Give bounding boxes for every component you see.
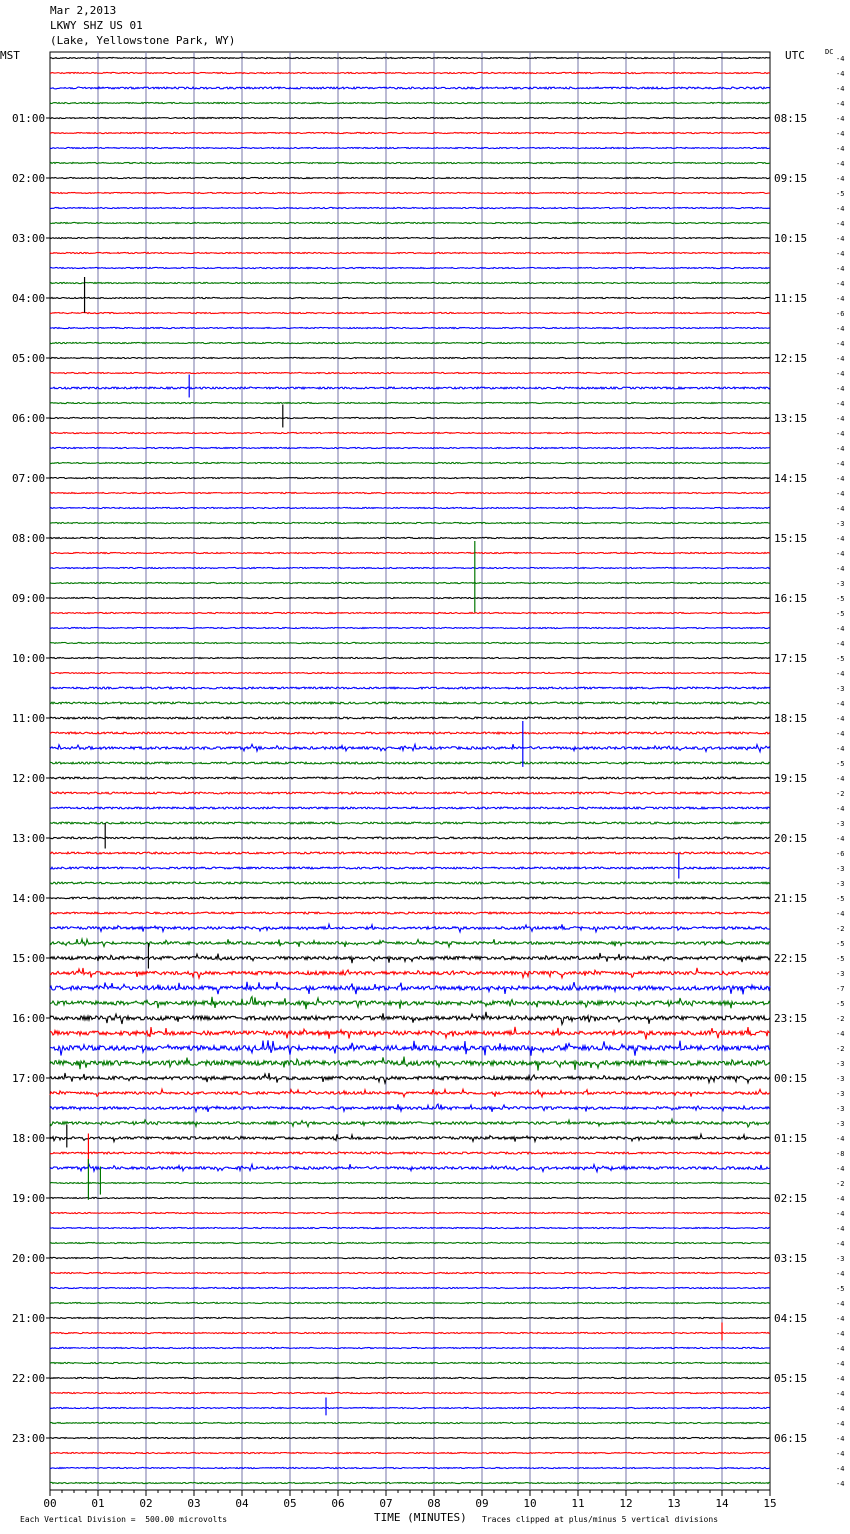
trace-line bbox=[50, 852, 770, 854]
trace-line bbox=[50, 732, 770, 734]
trace-line bbox=[50, 997, 770, 1010]
trace-line bbox=[50, 1332, 770, 1333]
left-hour-label: 19:00 bbox=[12, 1192, 46, 1205]
trace-line bbox=[50, 1452, 770, 1453]
trace-line bbox=[50, 1392, 770, 1393]
trace-line bbox=[50, 222, 770, 223]
trace-line bbox=[50, 1347, 770, 1348]
trace-line bbox=[50, 1119, 770, 1127]
trace-line bbox=[50, 1104, 770, 1112]
left-hour-label: 11:00 bbox=[12, 712, 46, 725]
right-hour-label: 18:15 bbox=[774, 712, 808, 725]
right-hour-label: 08:15 bbox=[774, 112, 808, 125]
left-hour-label: 09:00 bbox=[12, 592, 46, 605]
dc-offset-label: -6 bbox=[836, 850, 845, 858]
dc-offset-label: -5 bbox=[836, 955, 845, 963]
dc-offset-header: DC bbox=[825, 48, 834, 56]
x-axis-title: TIME (MINUTES) bbox=[374, 1511, 467, 1524]
dc-offset-label: -4 bbox=[836, 85, 845, 93]
x-tick-label: 02 bbox=[139, 1497, 153, 1510]
trace-line bbox=[50, 567, 770, 568]
dc-offset-label: -4 bbox=[836, 370, 845, 378]
trace-line bbox=[50, 867, 770, 869]
trace-line bbox=[50, 417, 770, 418]
right-hour-label: 09:15 bbox=[774, 172, 808, 185]
trace-line bbox=[50, 672, 770, 673]
right-hour-label: 17:15 bbox=[774, 652, 808, 665]
x-tick-label: 09 bbox=[475, 1497, 489, 1510]
dc-offset-label: -5 bbox=[836, 595, 845, 603]
dc-offset-label: -5 bbox=[836, 190, 845, 198]
dc-offset-label: -4 bbox=[836, 1450, 845, 1458]
x-tick-label: 12 bbox=[619, 1497, 633, 1510]
dc-offset-label: -3 bbox=[836, 1060, 845, 1068]
right-hour-label: 22:15 bbox=[774, 952, 808, 965]
x-tick-label: 08 bbox=[427, 1497, 441, 1510]
dc-offset-label: -2 bbox=[836, 1180, 845, 1188]
dc-offset-label: -4 bbox=[836, 640, 845, 648]
dc-offset-label: -4 bbox=[836, 265, 845, 273]
dc-offset-label: -4 bbox=[836, 805, 845, 813]
trace-line bbox=[50, 432, 770, 433]
trace-line bbox=[50, 744, 770, 752]
trace-line bbox=[50, 762, 770, 764]
trace-line bbox=[50, 1057, 770, 1071]
trace-line bbox=[50, 492, 770, 493]
dc-offset-label: -4 bbox=[836, 1195, 845, 1203]
dc-offset-label: -4 bbox=[836, 1360, 845, 1368]
dc-offset-label: -4 bbox=[836, 415, 845, 423]
trace-line bbox=[50, 177, 770, 178]
dc-offset-label: -3 bbox=[836, 1075, 845, 1083]
left-hour-label: 23:00 bbox=[12, 1432, 46, 1445]
dc-offset-label: -4 bbox=[836, 535, 845, 543]
dc-offset-label: -4 bbox=[836, 1225, 845, 1233]
dc-offset-label: -4 bbox=[836, 100, 845, 108]
dc-offset-label: -4 bbox=[836, 1405, 845, 1413]
dc-offset-label: -4 bbox=[836, 1165, 845, 1173]
trace-line bbox=[50, 522, 770, 523]
dc-offset-label: -4 bbox=[836, 115, 845, 123]
dc-offset-label: -4 bbox=[836, 1480, 845, 1488]
left-hour-label: 01:00 bbox=[12, 112, 46, 125]
left-hour-label: 15:00 bbox=[12, 952, 46, 965]
trace-line bbox=[50, 1242, 770, 1243]
left-hour-label: 03:00 bbox=[12, 232, 46, 245]
dc-offset-label: -4 bbox=[836, 1315, 845, 1323]
dc-offset-label: -2 bbox=[836, 925, 845, 933]
x-tick-label: 04 bbox=[235, 1497, 249, 1510]
trace-line bbox=[50, 477, 770, 478]
dc-offset-label: -4 bbox=[836, 625, 845, 633]
trace-line bbox=[50, 1272, 770, 1273]
trace-line bbox=[50, 1182, 770, 1183]
trace-line bbox=[50, 1407, 770, 1408]
dc-offset-label: -3 bbox=[836, 1105, 845, 1113]
trace-line bbox=[50, 953, 770, 963]
dc-offset-label: -2 bbox=[836, 1045, 845, 1053]
trace-line bbox=[50, 537, 770, 538]
left-hour-label: 05:00 bbox=[12, 352, 46, 365]
left-hour-label: 14:00 bbox=[12, 892, 46, 905]
trace-line bbox=[50, 1437, 770, 1438]
left-hour-label: 02:00 bbox=[12, 172, 46, 185]
dc-offset-label: -4 bbox=[836, 1030, 845, 1038]
trace-line bbox=[50, 939, 770, 947]
left-hour-label: 04:00 bbox=[12, 292, 46, 305]
right-hour-label: 03:15 bbox=[774, 1252, 808, 1265]
trace-line bbox=[50, 1040, 770, 1055]
dc-offset-label: -5 bbox=[836, 1285, 845, 1293]
dc-offset-label: -4 bbox=[836, 835, 845, 843]
trace-line bbox=[50, 72, 770, 73]
trace-line bbox=[50, 57, 770, 58]
dc-offset-label: -4 bbox=[836, 355, 845, 363]
trace-line bbox=[50, 117, 770, 118]
trace-line bbox=[50, 777, 770, 779]
dc-offset-label: -2 bbox=[836, 1015, 845, 1023]
right-hour-label: 15:15 bbox=[774, 532, 808, 545]
trace-line bbox=[50, 192, 770, 193]
dc-offset-label: -4 bbox=[836, 1210, 845, 1218]
dc-offset-label: -4 bbox=[836, 490, 845, 498]
trace-line bbox=[50, 1287, 770, 1288]
dc-offset-label: -4 bbox=[836, 385, 845, 393]
dc-offset-label: -5 bbox=[836, 940, 845, 948]
trace-line bbox=[50, 327, 770, 328]
dc-offset-label: -4 bbox=[836, 550, 845, 558]
dc-offset-label: -3 bbox=[836, 1090, 845, 1098]
dc-offset-label: -4 bbox=[836, 700, 845, 708]
trace-line bbox=[50, 1012, 770, 1025]
right-hour-label: 14:15 bbox=[774, 472, 808, 485]
dc-offset-label: -4 bbox=[836, 670, 845, 678]
dc-offset-label: -6 bbox=[836, 310, 845, 318]
trace-line bbox=[50, 1317, 770, 1318]
trace-line bbox=[50, 102, 770, 103]
trace-line bbox=[50, 1027, 770, 1040]
dc-offset-label: -4 bbox=[836, 280, 845, 288]
station-location: (Lake, Yellowstone Park, WY) bbox=[50, 34, 236, 47]
trace-line bbox=[50, 237, 770, 238]
trace-line bbox=[50, 462, 770, 463]
dc-offset-label: -4 bbox=[836, 1420, 845, 1428]
left-hour-label: 08:00 bbox=[12, 532, 46, 545]
x-tick-label: 14 bbox=[715, 1497, 729, 1510]
trace-line bbox=[50, 1197, 770, 1198]
x-tick-label: 13 bbox=[667, 1497, 681, 1510]
dc-offset-label: -3 bbox=[836, 520, 845, 528]
trace-line bbox=[50, 267, 770, 268]
x-tick-label: 10 bbox=[523, 1497, 537, 1510]
right-hour-label: 20:15 bbox=[774, 832, 808, 845]
trace-line bbox=[50, 1482, 770, 1483]
left-hour-label: 06:00 bbox=[12, 412, 46, 425]
trace-line bbox=[50, 924, 770, 932]
right-hour-label: 13:15 bbox=[774, 412, 808, 425]
right-hour-label: 02:15 bbox=[774, 1192, 808, 1205]
x-tick-label: 03 bbox=[187, 1497, 201, 1510]
dc-offset-label: -5 bbox=[836, 760, 845, 768]
trace-line bbox=[50, 1257, 770, 1258]
dc-offset-label: -4 bbox=[836, 430, 845, 438]
dc-offset-label: -4 bbox=[836, 505, 845, 513]
dc-offset-label: -4 bbox=[836, 70, 845, 78]
dc-offset-label: -3 bbox=[836, 970, 845, 978]
right-hour-label: 00:15 bbox=[774, 1072, 808, 1085]
trace-line bbox=[50, 687, 770, 689]
right-hour-label: 01:15 bbox=[774, 1132, 808, 1145]
right-hour-label: 12:15 bbox=[774, 352, 808, 365]
dc-offset-label: -2 bbox=[836, 790, 845, 798]
dc-offset-label: -3 bbox=[836, 1120, 845, 1128]
left-hour-label: 18:00 bbox=[12, 1132, 46, 1145]
dc-offset-label: -4 bbox=[836, 715, 845, 723]
left-hour-label: 17:00 bbox=[12, 1072, 46, 1085]
dc-offset-label: -4 bbox=[836, 220, 845, 228]
dc-offset-label: -4 bbox=[836, 325, 845, 333]
trace-line bbox=[50, 1073, 770, 1083]
trace-line bbox=[50, 1362, 770, 1363]
trace-line bbox=[50, 1302, 770, 1303]
left-hour-label: 22:00 bbox=[12, 1372, 46, 1385]
trace-line bbox=[50, 312, 770, 313]
dc-offset-label: -4 bbox=[836, 910, 845, 918]
dc-offset-label: -3 bbox=[836, 820, 845, 828]
dc-offset-label: -5 bbox=[836, 1000, 845, 1008]
dc-offset-label: -4 bbox=[836, 1375, 845, 1383]
x-tick-label: 11 bbox=[571, 1497, 585, 1510]
trace-line bbox=[50, 162, 770, 163]
dc-offset-label: -4 bbox=[836, 1300, 845, 1308]
right-hour-label: 11:15 bbox=[774, 292, 808, 305]
right-hour-label: 04:15 bbox=[774, 1312, 808, 1325]
dc-offset-label: -8 bbox=[836, 1150, 845, 1158]
trace-line bbox=[50, 822, 770, 824]
dc-offset-label: -4 bbox=[836, 1345, 845, 1353]
trace-line bbox=[50, 1227, 770, 1228]
dc-offset-label: -4 bbox=[836, 235, 845, 243]
left-hour-label: 13:00 bbox=[12, 832, 46, 845]
dc-offset-label: -4 bbox=[836, 1270, 845, 1278]
dc-offset-label: -4 bbox=[836, 475, 845, 483]
dc-offset-label: -4 bbox=[836, 145, 845, 153]
dc-offset-label: -3 bbox=[836, 580, 845, 588]
trace-line bbox=[50, 657, 770, 658]
x-tick-label: 06 bbox=[331, 1497, 345, 1510]
trace-line bbox=[50, 792, 770, 794]
dc-offset-label: -3 bbox=[836, 865, 845, 873]
dc-offset-label: -4 bbox=[836, 340, 845, 348]
x-tick-label: 15 bbox=[763, 1497, 777, 1510]
dc-offset-label: -7 bbox=[836, 985, 845, 993]
trace-line bbox=[50, 207, 770, 208]
right-hour-label: 21:15 bbox=[774, 892, 808, 905]
trace-line bbox=[50, 717, 770, 719]
trace-line bbox=[50, 282, 770, 283]
trace-line bbox=[50, 372, 770, 373]
trace-line bbox=[50, 837, 770, 839]
left-hour-label: 20:00 bbox=[12, 1252, 46, 1265]
dc-offset-label: -5 bbox=[836, 895, 845, 903]
dc-offset-label: -4 bbox=[836, 730, 845, 738]
trace-line bbox=[50, 297, 770, 298]
dc-offset-label: -4 bbox=[836, 565, 845, 573]
trace-line bbox=[50, 1467, 770, 1468]
trace-line bbox=[50, 447, 770, 448]
x-tick-label: 00 bbox=[43, 1497, 57, 1510]
trace-line bbox=[50, 132, 770, 133]
trace-line bbox=[50, 387, 770, 389]
dc-offset-label: -4 bbox=[836, 205, 845, 213]
dc-offset-label: -4 bbox=[836, 55, 845, 63]
clip-note: Traces clipped at plus/minus 5 vertical divisions bbox=[482, 1515, 719, 1524]
trace-line bbox=[50, 402, 770, 403]
dc-offset-label: -4 bbox=[836, 1390, 845, 1398]
trace-line bbox=[50, 1089, 770, 1097]
trace-line bbox=[50, 147, 770, 148]
trace-line bbox=[50, 552, 770, 553]
dc-offset-label: -4 bbox=[836, 1465, 845, 1473]
dc-offset-label: -4 bbox=[836, 1435, 845, 1443]
trace-line bbox=[50, 582, 770, 583]
right-hour-label: 19:15 bbox=[774, 772, 808, 785]
scale-note: Each Vertical Division = 500.00 microvolts bbox=[20, 1515, 228, 1524]
left-hour-label: 12:00 bbox=[12, 772, 46, 785]
left-hour-label: 16:00 bbox=[12, 1012, 46, 1025]
trace-line bbox=[50, 1422, 770, 1423]
left-hour-label: 07:00 bbox=[12, 472, 46, 485]
dc-offset-label: -4 bbox=[836, 745, 845, 753]
trace-line bbox=[50, 1164, 770, 1172]
trace-line bbox=[50, 357, 770, 358]
dc-offset-label: -4 bbox=[836, 400, 845, 408]
trace-line bbox=[50, 1152, 770, 1154]
dc-offset-label: -5 bbox=[836, 655, 845, 663]
trace-line bbox=[50, 982, 770, 995]
dc-offset-label: -3 bbox=[836, 685, 845, 693]
left-hour-label: 10:00 bbox=[12, 652, 46, 665]
right-hour-label: 16:15 bbox=[774, 592, 808, 605]
x-tick-label: 07 bbox=[379, 1497, 393, 1510]
left-timezone-label: MST bbox=[0, 49, 20, 62]
dc-offset-label: -5 bbox=[836, 610, 845, 618]
x-tick-label: 01 bbox=[91, 1497, 105, 1510]
trace-line bbox=[50, 252, 770, 253]
dc-offset-label: -4 bbox=[836, 175, 845, 183]
dc-offset-label: -4 bbox=[836, 445, 845, 453]
trace-line bbox=[50, 612, 770, 613]
trace-line bbox=[50, 702, 770, 704]
trace-line bbox=[50, 882, 770, 884]
trace-line bbox=[50, 342, 770, 343]
trace-line bbox=[50, 1377, 770, 1378]
right-hour-label: 06:15 bbox=[774, 1432, 808, 1445]
trace-line bbox=[50, 968, 770, 978]
dc-offset-label: -4 bbox=[836, 1330, 845, 1338]
right-hour-label: 23:15 bbox=[774, 1012, 808, 1025]
dc-offset-label: -4 bbox=[836, 460, 845, 468]
dc-offset-label: -4 bbox=[836, 130, 845, 138]
trace-line bbox=[50, 87, 770, 89]
trace-line bbox=[50, 597, 770, 598]
trace-line bbox=[50, 507, 770, 508]
dc-offset-label: -3 bbox=[836, 880, 845, 888]
plot-date: Mar 2,2013 bbox=[50, 4, 117, 17]
dc-offset-label: -4 bbox=[836, 1135, 845, 1143]
right-hour-label: 05:15 bbox=[774, 1372, 808, 1385]
x-tick-label: 05 bbox=[283, 1497, 297, 1510]
dc-offset-label: -4 bbox=[836, 250, 845, 258]
dc-offset-label: -4 bbox=[836, 295, 845, 303]
trace-line bbox=[50, 897, 770, 899]
dc-offset-label: -4 bbox=[836, 1240, 845, 1248]
trace-line bbox=[50, 1134, 770, 1141]
trace-line bbox=[50, 912, 770, 914]
trace-line bbox=[50, 1212, 770, 1213]
right-hour-label: 10:15 bbox=[774, 232, 808, 245]
dc-offset-label: -4 bbox=[836, 160, 845, 168]
dc-offset-label: -4 bbox=[836, 775, 845, 783]
station-code: LKWY SHZ US 01 bbox=[50, 19, 143, 32]
trace-line bbox=[50, 642, 770, 643]
left-hour-label: 21:00 bbox=[12, 1312, 46, 1325]
right-timezone-label: UTC bbox=[785, 49, 805, 62]
trace-line bbox=[50, 627, 770, 628]
dc-offset-label: -3 bbox=[836, 1255, 845, 1263]
trace-line bbox=[50, 807, 770, 809]
